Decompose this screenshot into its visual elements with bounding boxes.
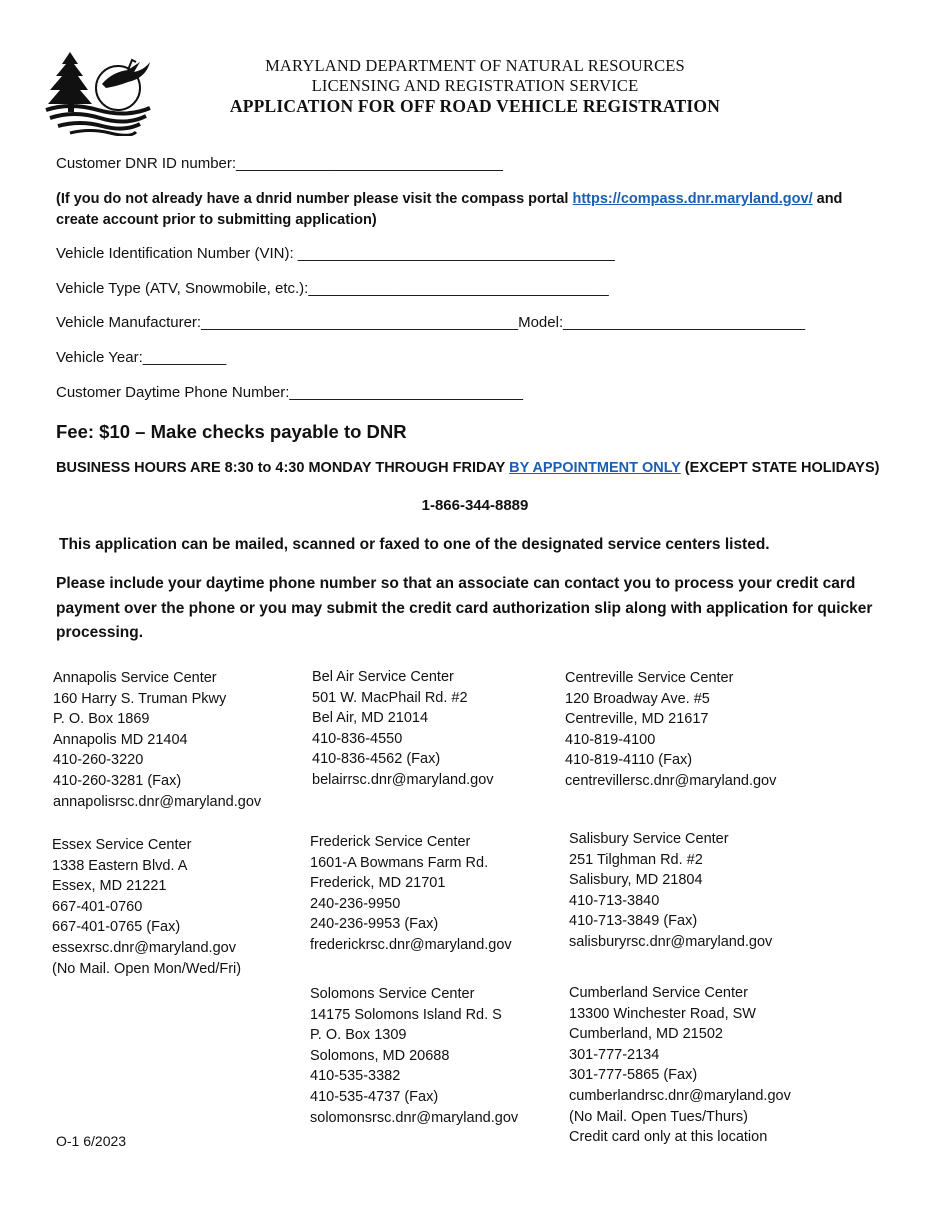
- note-text-suffix: and create account prior to submitting application): [56, 191, 843, 228]
- center-phone: 410-836-4550: [312, 730, 403, 747]
- center-name: Cumberland Service Center: [569, 985, 748, 1001]
- center-name: Essex Service Center: [52, 837, 192, 853]
- center-phone: 410-713-3840: [569, 892, 660, 909]
- center-phone: 410-819-4100: [565, 731, 656, 748]
- center-fax: 301-777-5865 (Fax): [569, 1067, 698, 1084]
- vin-field[interactable]: Vehicle Identification Number (VIN): ______________________________________: [56, 245, 615, 262]
- service-center-solomons: [310, 984, 518, 1128]
- center-address: 1338 Eastern Blvd. A: [52, 857, 188, 874]
- compass-portal-link[interactable]: https://compass.dnr.maryland.gov/: [572, 191, 813, 207]
- center-note: (No Mail. Open Tues/Thurs): [569, 1108, 748, 1125]
- center-email: centrevillersc.dnr@maryland.gov: [565, 772, 777, 789]
- payment-note: Please include your daytime phone number so that an associate can contact you to process your credit card payment over the phone or you may submit the credit card authorization slip along with application for quicker processing.: [56, 575, 873, 641]
- appointment-link[interactable]: BY APPOINTMENT ONLY: [509, 460, 681, 476]
- center-email: solomonsrsc.dnr@maryland.gov: [310, 1109, 519, 1126]
- center-address: 251 Tilghman Rd. #2: [569, 851, 703, 868]
- center-name: Frederick Service Center: [310, 834, 471, 850]
- center-payment-note: Credit card only at this location: [569, 1129, 768, 1146]
- center-email: annapolisrsc.dnr@maryland.gov: [53, 793, 262, 810]
- center-city: Solomons, MD 20688: [310, 1047, 450, 1064]
- center-address: 120 Broadway Ave. #5: [565, 690, 710, 707]
- center-phone: 667-401-0760: [52, 898, 143, 915]
- center-address: 160 Harry S. Truman Pkwy: [53, 690, 227, 707]
- service-center-essex: [52, 835, 241, 979]
- daytime-phone-field[interactable]: Customer Daytime Phone Number:____________________________: [56, 384, 524, 401]
- center-phone: 301-777-2134: [569, 1046, 660, 1063]
- center-name: Annapolis Service Center: [53, 670, 217, 686]
- service-center-belair: [312, 667, 494, 791]
- center-fax: 410-819-4110 (Fax): [565, 752, 693, 769]
- center-name: Centreville Service Center: [565, 670, 734, 686]
- service-center-annapolis: [53, 668, 261, 812]
- center-fax: 240-236-9953 (Fax): [310, 916, 439, 933]
- form-title: APPLICATION FOR OFF ROAD VEHICLE REGISTRATION: [229, 96, 721, 116]
- service-center-frederick: [310, 832, 512, 956]
- fee-notice: Fee: $10 – Make checks payable to DNR: [56, 421, 407, 442]
- service-center-centreville: [565, 668, 776, 792]
- hours-text-prefix: BUSINESS HOURS ARE 8:30 to 4:30 MONDAY THROUGH FRIDAY: [56, 460, 510, 476]
- center-address: 14175 Solomons Island Rd. S: [310, 1006, 502, 1023]
- center-city: Centreville, MD 21617: [565, 711, 709, 728]
- service-center-salisbury: [569, 829, 772, 953]
- dnr-id-field[interactable]: Customer DNR ID number:________________________________: [56, 155, 503, 172]
- mailing-note: This application can be mailed, scanned or faxed to one of the designated service centers listed.: [59, 536, 770, 553]
- center-city: Bel Air, MD 21014: [312, 710, 429, 727]
- center-fax: 410-713-3849 (Fax): [569, 913, 698, 930]
- center-email: belairrsc.dnr@maryland.gov: [312, 771, 494, 788]
- business-hours: [56, 460, 879, 476]
- center-email: frederickrsc.dnr@maryland.gov: [310, 936, 512, 953]
- center-name: Bel Air Service Center: [312, 669, 454, 685]
- contact-phone: 1-866-344-8889: [421, 497, 529, 514]
- note-text-prefix: (If you do not already have a dnrid number please visit the compass portal: [56, 191, 573, 207]
- center-email: salisburyrsc.dnr@maryland.gov: [569, 933, 773, 950]
- center-po-box: P. O. Box 1869: [53, 711, 150, 728]
- vehicle-type-field[interactable]: Vehicle Type (ATV, Snowmobile, etc.):____________________________________: [56, 280, 609, 297]
- center-address: 1601-A Bowmans Farm Rd.: [310, 854, 489, 871]
- center-address: 13300 Winchester Road, SW: [569, 1005, 756, 1022]
- center-name: Solomons Service Center: [310, 986, 475, 1002]
- center-address: 501 W. MacPhail Rd. #2: [312, 689, 468, 706]
- agency-name: MARYLAND DEPARTMENT OF NATURAL RESOURCES: [265, 56, 685, 75]
- center-fax: 410-535-4737 (Fax): [310, 1088, 439, 1105]
- center-city: Salisbury, MD 21804: [569, 872, 703, 889]
- center-phone: 240-236-9950: [310, 895, 401, 912]
- dnr-id-note: [56, 189, 876, 231]
- center-city: Frederick, MD 21701: [310, 875, 446, 892]
- center-po-box: P. O. Box 1309: [310, 1027, 407, 1044]
- center-fax: 410-260-3281 (Fax): [53, 772, 182, 789]
- center-city: Cumberland, MD 21502: [569, 1026, 723, 1043]
- center-city: Essex, MD 21221: [52, 878, 167, 895]
- center-email: cumberlandrsc.dnr@maryland.gov: [569, 1087, 791, 1104]
- center-name: Salisbury Service Center: [569, 831, 729, 847]
- center-fax: 667-401-0765 (Fax): [52, 919, 181, 936]
- vehicle-year-field[interactable]: Vehicle Year:__________: [56, 349, 227, 366]
- center-note: (No Mail. Open Mon/Wed/Fri): [52, 960, 242, 977]
- service-center-cumberland: [569, 983, 791, 1148]
- center-phone: 410-260-3220: [53, 752, 144, 769]
- form-number: O-1 6/2023: [56, 1133, 127, 1149]
- center-phone: 410-535-3382: [310, 1068, 401, 1085]
- center-city: Annapolis MD 21404: [53, 731, 188, 748]
- hours-text-suffix: (EXCEPT STATE HOLIDAYS): [680, 460, 880, 476]
- manufacturer-model-field[interactable]: Vehicle Manufacturer:______________________________________Model:_____________________________: [56, 314, 806, 331]
- center-email: essexrsc.dnr@maryland.gov: [52, 939, 236, 956]
- service-name: LICENSING AND REGISTRATION SERVICE: [311, 76, 639, 95]
- center-fax: 410-836-4562 (Fax): [312, 751, 441, 768]
